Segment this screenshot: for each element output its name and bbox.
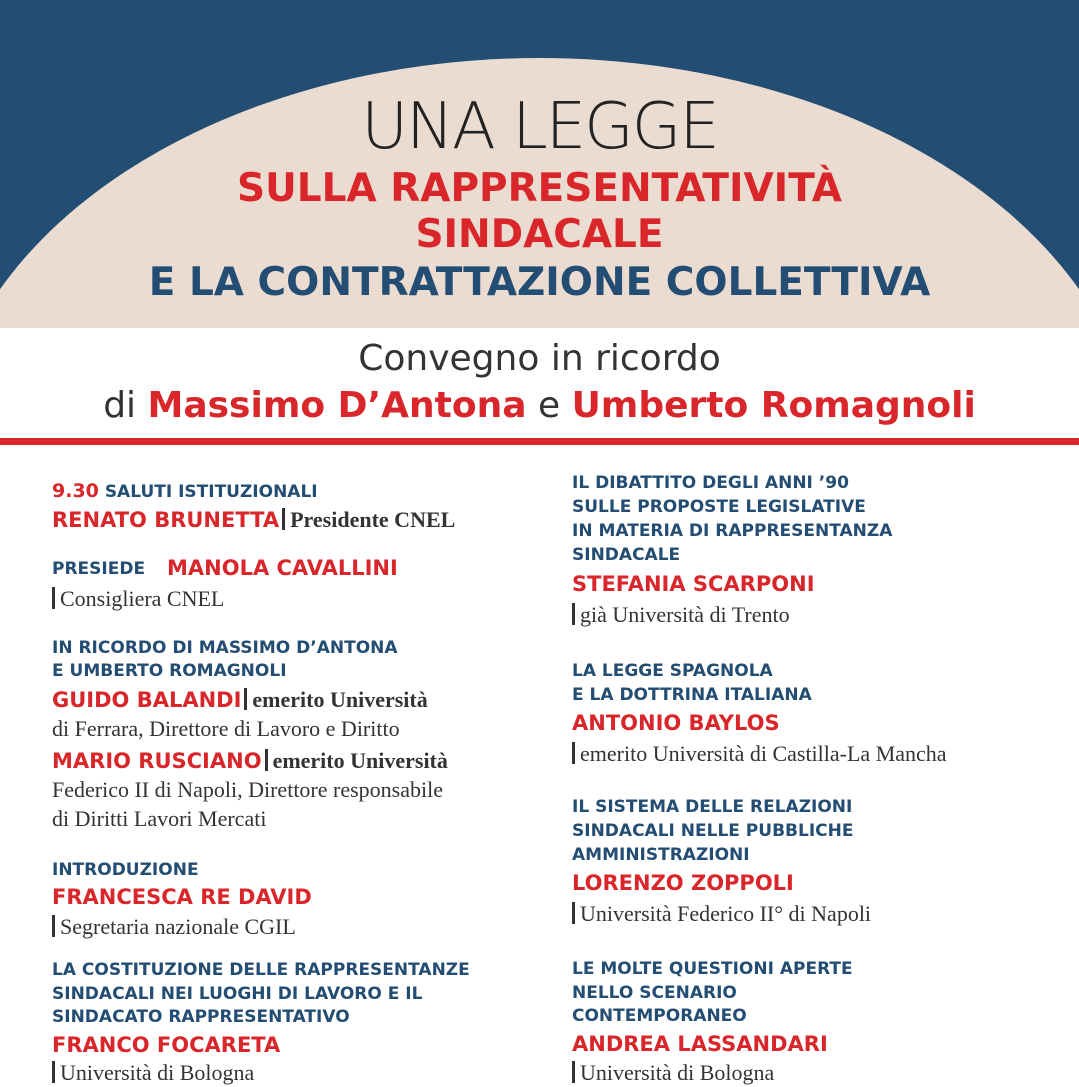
- speaker-affiliation: Università di Bologna: [580, 1060, 775, 1085]
- speaker-affiliation-row: [572, 899, 871, 928]
- speaker-affiliation-row: [52, 912, 296, 941]
- separator-bar: [282, 508, 285, 530]
- separator-bar: [572, 902, 575, 924]
- speaker-entry: [52, 685, 428, 714]
- speaker-affiliation: di Ferrara, Direttore di Lavoro e Diritto: [52, 716, 400, 741]
- speaker-name: ANTONIO BAYLOS: [572, 711, 780, 735]
- session-label-text: SALUTI ISTITUZIONALI: [104, 482, 318, 502]
- speaker-name: ANDREA LASSANDARI: [572, 1032, 828, 1056]
- session-label: IN RICORDO DI MASSIMO D’ANTONA: [52, 638, 398, 658]
- honoree-name-1: Massimo D’Antona: [147, 385, 527, 426]
- speaker-affiliation: Consigliera CNEL: [60, 586, 225, 611]
- subtitle-conjunction: e: [537, 385, 561, 426]
- speaker-entry: [52, 746, 448, 775]
- session-label: AMMINISTRAZIONI: [572, 845, 750, 865]
- speaker-affiliation-row: [572, 1058, 774, 1087]
- separator-bar: [244, 688, 247, 710]
- speaker-name: FRANCESCA RE DAVID: [52, 885, 312, 909]
- speaker-affiliation-row: [572, 600, 790, 629]
- title-line-2: SULLA RAPPRESENTATIVITÀ: [237, 166, 842, 211]
- separator-bar: [52, 915, 55, 937]
- session-label: CONTEMPORANEO: [572, 1006, 747, 1026]
- separator-bar: [52, 1061, 55, 1083]
- speaker-name: RENATO BRUNETTA: [52, 508, 280, 532]
- red-divider: [0, 438, 1079, 445]
- session-label: SINDACALI NELLE PUBBLICHE: [572, 821, 854, 841]
- subtitle-line-1: Convegno in ricordo: [358, 338, 721, 379]
- speaker-affiliation: Università Federico II° di Napoli: [580, 901, 872, 926]
- separator-bar: [572, 742, 575, 764]
- session-time: 9.30: [52, 480, 99, 502]
- speaker-affiliation: emerito Università: [272, 748, 448, 773]
- speaker-affiliation: Presidente CNEL: [290, 507, 456, 532]
- separator-bar: [265, 749, 268, 771]
- speaker-affiliation: già Università di Trento: [580, 602, 790, 627]
- session-label: SINDACATO RAPPRESENTATIVO: [52, 1007, 350, 1027]
- separator-bar: [572, 603, 575, 625]
- speaker-affiliation: Università di Bologna: [60, 1060, 255, 1085]
- speaker-affiliation-row: [52, 584, 224, 613]
- session-label: IL DIBATTITO DEGLI ANNI ’90: [572, 473, 849, 493]
- title-line-1: UNA LEGGE: [361, 90, 718, 164]
- session-label: LA LEGGE SPAGNOLA: [572, 661, 773, 681]
- speaker-name: MARIO RUSCIANO: [52, 749, 262, 773]
- speaker-affiliation-row: [52, 1058, 254, 1087]
- speaker-name: MANOLA CAVALLINI: [167, 556, 398, 580]
- session-label: E UMBERTO ROMAGNOLI: [52, 661, 287, 681]
- session-label: SINDACALE: [572, 545, 681, 565]
- speaker-affiliation: Segretaria nazionale CGIL: [60, 914, 296, 939]
- speaker-affiliation: emerito Università di Castilla-La Mancha: [580, 741, 947, 766]
- speaker-name: LORENZO ZOPPOLI: [572, 871, 794, 895]
- title-line-4: E LA CONTRATTAZIONE COLLETTIVA: [148, 260, 931, 305]
- speaker-name: STEFANIA SCARPONI: [572, 572, 815, 596]
- session-label: IL SISTEMA DELLE RELAZIONI: [572, 797, 853, 817]
- speaker-entry: [52, 505, 455, 534]
- title-line-3: SINDACALE: [415, 212, 664, 257]
- session-label: IN MATERIA DI RAPPRESENTANZA: [572, 521, 893, 541]
- session-label: SINDACALI NEI LUOGHI DI LAVORO E IL: [52, 984, 423, 1004]
- speaker-affiliation-row: [572, 739, 947, 768]
- subtitle-prefix: di: [103, 385, 137, 426]
- session-label: LA COSTITUZIONE DELLE RAPPRESENTANZE: [52, 960, 470, 980]
- session-label: LE MOLTE QUESTIONI APERTE: [572, 959, 853, 979]
- separator-bar: [572, 1061, 575, 1083]
- speaker-name: FRANCO FOCARETA: [52, 1033, 281, 1057]
- honoree-name-2: Umberto Romagnoli: [571, 385, 976, 426]
- session-label: PRESIEDE: [52, 559, 146, 579]
- session-label: E LA DOTTRINA ITALIANA: [572, 685, 812, 705]
- session-label: [52, 479, 318, 504]
- subtitle-line-2: [0, 383, 1079, 429]
- session-label: SULLE PROPOSTE LEGISLATIVE: [572, 497, 866, 517]
- speaker-affiliation: Federico II di Napoli, Direttore responsabile: [52, 777, 443, 802]
- speaker-affiliation: emerito Università: [252, 687, 428, 712]
- session-label: INTRODUZIONE: [52, 860, 199, 880]
- speaker-name: GUIDO BALANDI: [52, 688, 242, 712]
- separator-bar: [52, 587, 55, 609]
- session-label: NELLO SCENARIO: [572, 983, 737, 1003]
- speaker-affiliation: di Diritti Lavori Mercati: [52, 806, 267, 831]
